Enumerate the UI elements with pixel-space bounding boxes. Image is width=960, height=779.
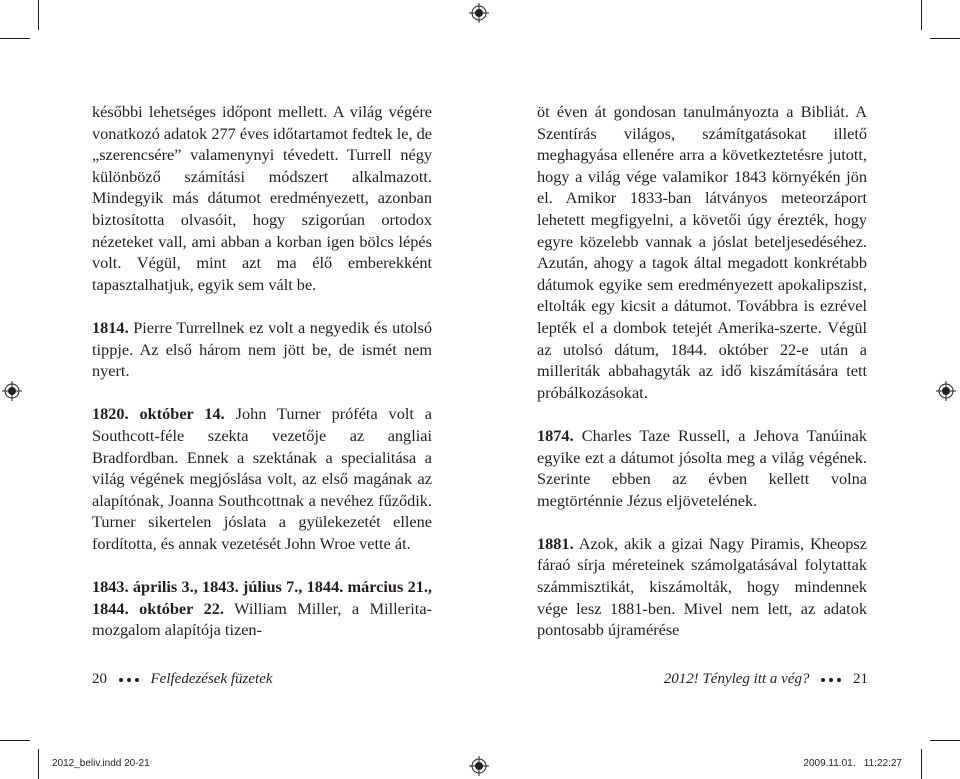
ellipsis-dots-icon: [117, 671, 141, 688]
slug-filename: 2012_beliv.indd 20-21: [52, 758, 150, 769]
paragraph-text: Charles Taze Russell, a Jehova Tanúinak egyike ezt a dátumot jósolta meg a világ végének. Szerinte ebben az évben kellett volna megtörténnie Jézus eljövetelének.: [537, 425, 867, 510]
paragraph: [537, 533, 867, 641]
paragraph: [537, 425, 867, 511]
paragraph: [92, 101, 432, 295]
registration-mark-icon: [469, 3, 489, 23]
paragraph-text: öt éven át gondosan tanulmányozta a Bibliát. A Szentírás világos, számítgatásokat illető meghagyása ellenére arra a következtetésre jutott, hogy a világ vége valamikor 1843 környékén jön el. Amikor 1833-ban látványos meteorzáport lehetett megfigyelni, a követői úgy érezték, hogy egyre közelebb vannak a jóslat beteljesedéséhez. Azután, ahogy a tagok által megadott konkrétabb dátumok egyike sem eredményezett apokalipszist, eltolták egy kicsit a dátumot. Továbbra is ezrével lepték el a dombok tetejét Amerika-szerte. Végül az utolsó dátum, 1844. október 22-e után a milleriták abbahagyták az idő kiszámítására tett próbálkozásokat.: [537, 102, 867, 402]
entry-heading: 1820. október 14.: [92, 404, 225, 424]
paragraph-text: John Turner próféta volt a Southcott-féle szekta vezetője az angliai Bradfordban. Ennek a szektának a specialitása a világ végének megjóslása volt, az első magának az alapítónak, Joanna Southcottnak a nevéhez fűződik. Turner sikertelen jóslata a gyülekezetét ellene fordította, és annak vezetését John Wroe vette át.: [92, 404, 432, 553]
registration-mark-icon: [2, 381, 22, 401]
running-title: 2012! Tényleg itt a vég?: [663, 671, 810, 687]
paragraph: [92, 403, 432, 554]
paragraph-text: Azok, akik a gizai Nagy Piramis, Kheopsz fáraó sírja méreteinek számolgatásával folytattak számmisztikát, kiszámolták, hogy mindennek vége lesz 1881-ben. Mivel nem lett, az adatok pontosabb újramérése: [537, 533, 867, 640]
crop-mark: [0, 740, 30, 741]
left-page-text: [92, 101, 432, 641]
right-page-footer: [664, 671, 868, 688]
entry-heading: 1874.: [537, 425, 574, 445]
entry-heading: 1881.: [537, 533, 574, 553]
left-page-footer: [92, 671, 273, 688]
paragraph: [92, 317, 432, 382]
crop-mark: [0, 38, 30, 39]
registration-mark-icon: [469, 756, 489, 776]
entry-heading: 1843. április 3., 1843. július 7., 1844. március 21., 1844. október 22.: [92, 577, 432, 618]
paragraph-text: William Miller, a Millerita-mozgalom alapítója tizen-: [92, 598, 432, 640]
ellipsis-dots-icon: [819, 671, 843, 688]
registration-mark-icon: [936, 381, 956, 401]
running-title: Felfedezések füzetek: [150, 671, 273, 687]
paragraph: [92, 576, 432, 641]
crop-mark: [930, 38, 960, 39]
crop-mark: [921, 0, 922, 30]
entry-heading: 1814.: [92, 317, 129, 337]
page-number: 20: [92, 671, 107, 687]
right-page-text: [537, 101, 867, 641]
slug-datetime: 2009.11.01. 11:22:27: [803, 758, 902, 769]
crop-mark: [930, 740, 960, 741]
crop-mark: [38, 0, 39, 30]
crop-mark: [921, 749, 922, 779]
crop-mark: [38, 749, 39, 779]
page-number: 21: [853, 671, 868, 687]
paragraph-text: későbbi lehetséges időpont mellett. A világ végére vonatkozó adatok 277 éves időtartamot fedtek le, de „szerencsére” valamenynyi tévedett. Turrell négy különböző számítási módszert alkalmazott. Mindegyik más dátumot eredményezett, azonban biztosította olvasóit, hogy szigorúan ortodox nézeteket vall, ami abban a korban igen bölcs lépés volt. Végül, mint azt ma élő emberekként tapasztalhatjuk, egyik sem vált be.: [92, 102, 432, 294]
paragraph-text: Pierre Turrellnek ez volt a negyedik és utolsó tippje. Az első három nem jött be, de ismét nem nyert.: [92, 317, 432, 381]
paragraph: [537, 101, 867, 403]
